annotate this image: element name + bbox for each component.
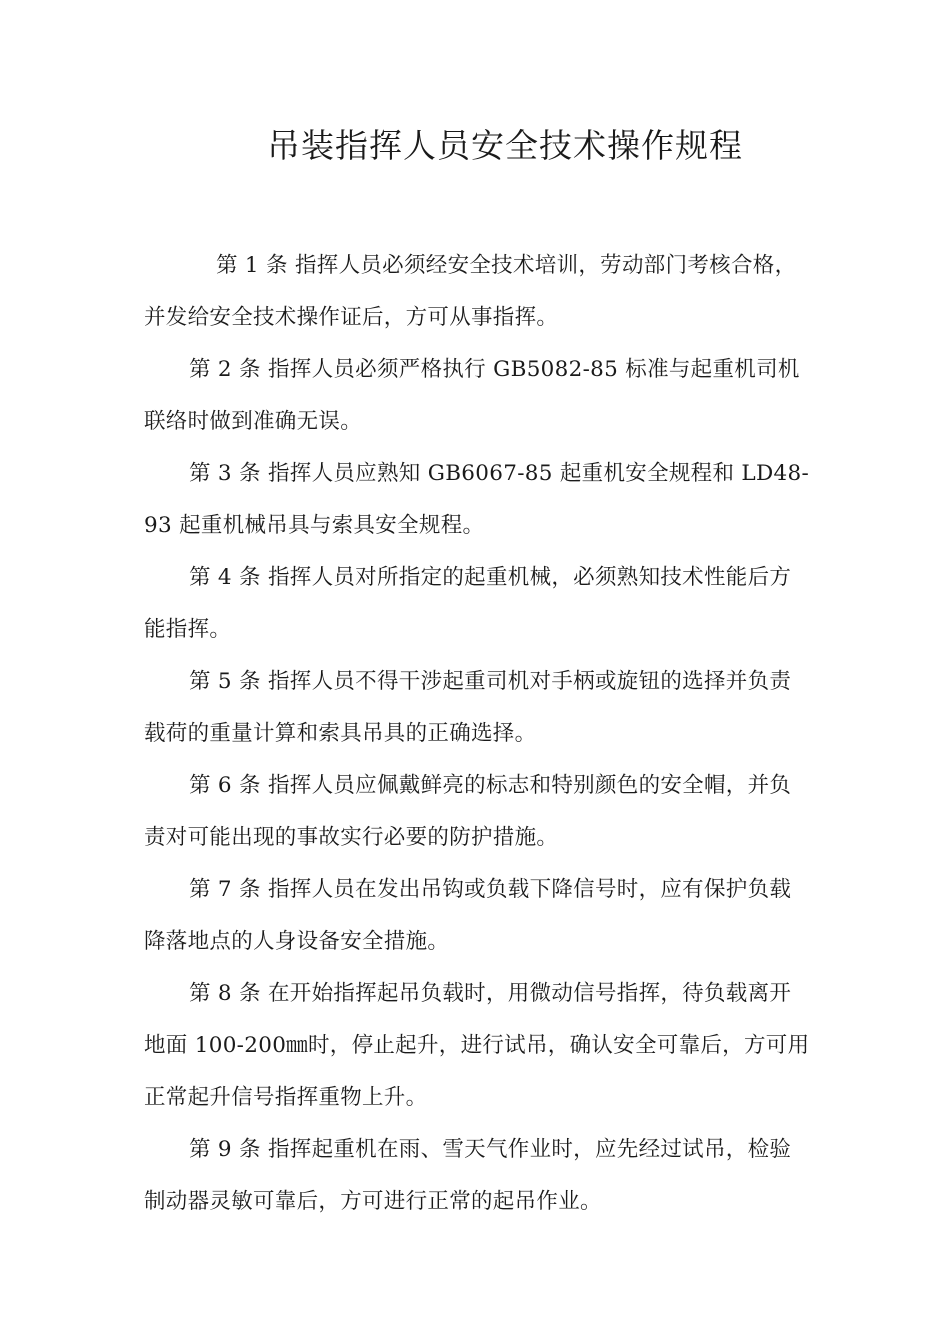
document-body <box>144 240 810 1228</box>
article-9: 第 9 条 指挥起重机在雨、雪天气作业时，应先经过试吊，检验制动器灵敏可靠后，方可进行正常的起吊作业。 <box>144 1137 792 1214</box>
article-3: 第 3 条 指挥人员应熟知 GB6067-85 起重机安全规程和 LD48-93 起重机械吊具与索具安全规程。 <box>144 461 810 538</box>
document-title: 吊装指挥人员安全技术操作规程 <box>267 126 743 165</box>
article-5: 第 5 条 指挥人员不得干涉起重司机对手柄或旋钮的选择并负责载荷的重量计算和索具吊具的正确选择。 <box>144 669 792 746</box>
article-7: 第 7 条 指挥人员在发出吊钩或负载下降信号时，应有保护负载降落地点的人身设备安全措施。 <box>144 877 792 954</box>
article-2: 第 2 条 指挥人员必须严格执行 GB5082-85 标准与起重机司机联络时做到准确无误。 <box>144 357 800 434</box>
article-6: 第 6 条 指挥人员应佩戴鲜亮的标志和特别颜色的安全帽，并负责对可能出现的事故实行必要的防护措施。 <box>144 773 792 850</box>
article-4: 第 4 条 指挥人员对所指定的起重机械，必须熟知技术性能后方能指挥。 <box>144 565 792 642</box>
article-8: 第 8 条 在开始指挥起吊负载时，用微动信号指挥，待负载离开地面 100-200㎜时，停止起升，进行试吊，确认安全可靠后，方可用正常起升信号指挥重物上升。 <box>144 981 810 1110</box>
article-1: 第 1 条 指挥人员必须经安全技术培训，劳动部门考核合格，并发给安全技术操作证后，方可从事指挥。 <box>144 253 797 330</box>
